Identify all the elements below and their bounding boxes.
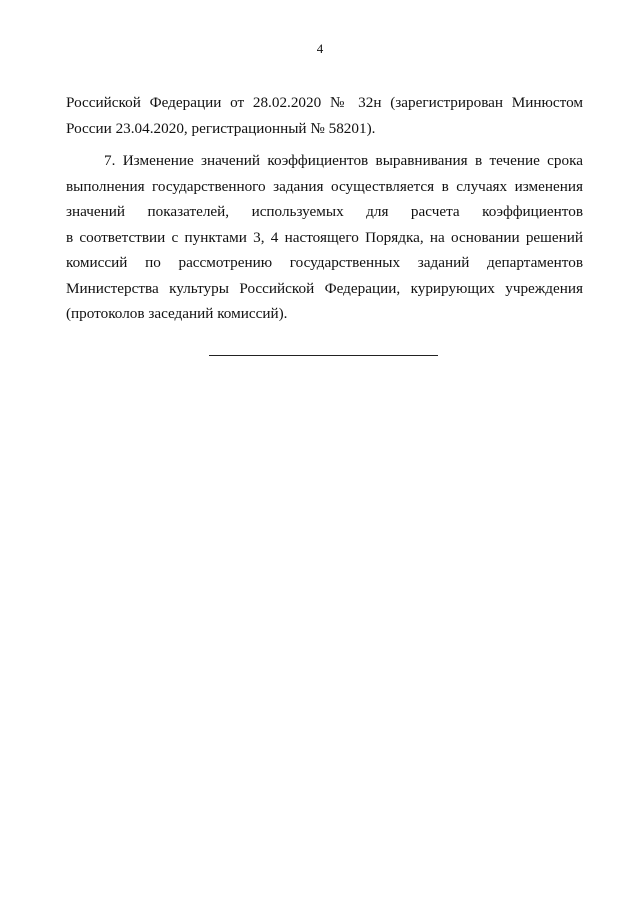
text-line: 7. Изменение значений коэффициентов выравнивания в течение срока bbox=[104, 152, 583, 169]
text-line: в соответствии с пунктами 3, 4 настоящего Порядка, на основании решений bbox=[66, 228, 583, 246]
end-separator-line bbox=[209, 355, 438, 356]
text-line: Министерства культуры Российской Федерации, курирующих учреждения bbox=[66, 279, 583, 297]
paragraph-item-7 bbox=[66, 148, 583, 327]
page-number: 4 bbox=[316, 41, 324, 56]
text-line: значений показателей, используемых для расчета коэффициентов bbox=[66, 203, 583, 220]
text-line: России 23.04.2020, регистрационный № 58201). bbox=[66, 119, 376, 137]
text-line: комиссий по рассмотрению государственных заданий департаментов bbox=[66, 254, 583, 271]
paragraph-continuation bbox=[66, 90, 583, 141]
text-line: выполнения государственного задания осуществляется в случаях изменения bbox=[66, 177, 583, 195]
text-line: Российской Федерации от 28.02.2020 № 32н (зарегистрирован Минюстом bbox=[66, 94, 583, 111]
text-line: (протоколов заседаний комиссий). bbox=[66, 305, 288, 322]
